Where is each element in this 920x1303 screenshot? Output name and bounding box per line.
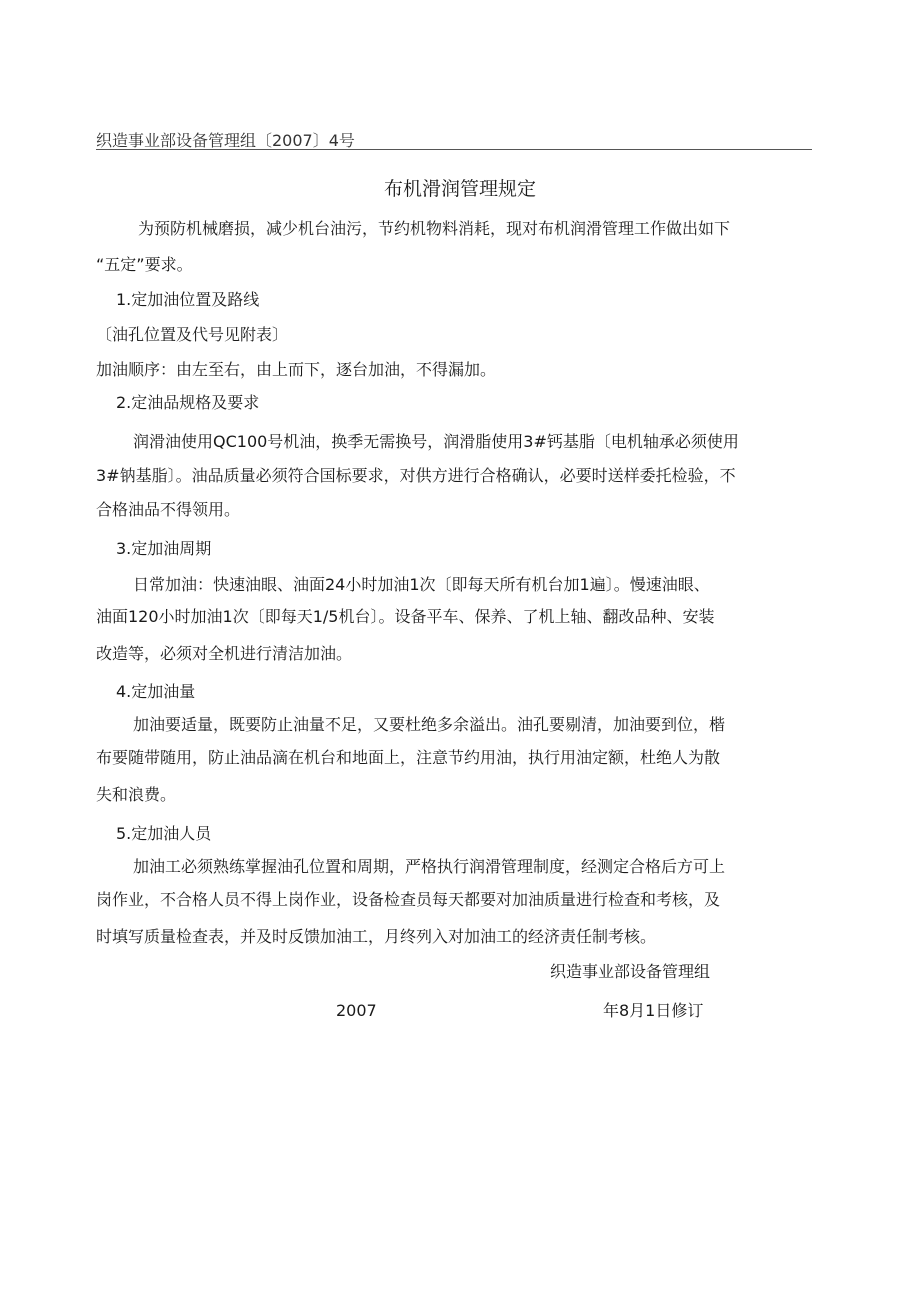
section-2-line-3: 合格油品不得领用。 — [96, 500, 241, 519]
signature-year: 2007 — [336, 1001, 377, 1020]
section-5-line-1: 加油工必须熟练掌握油孔位置和周期，严格执行润滑管理制度，经测定合格后方可上 — [133, 857, 726, 876]
section-4-heading: 4.定加油量 — [116, 682, 196, 701]
document-number: 织造事业部设备管理组〔2007〕4号 — [96, 131, 355, 150]
signature-date: 年8月1日修订 — [603, 1001, 704, 1020]
section-1-note: 〔油孔位置及代号见附表〕 — [96, 325, 289, 344]
document-title: 布机滑润管理规定 — [383, 178, 536, 200]
section-5-line-2: 岗作业，不合格人员不得上岗作业，设备检查员每天都要对加油质量进行检查和考核，及 — [96, 890, 721, 909]
intro-line-1: 为预防机械磨损，减少机台油污，节约机物料消耗，现对布机润滑管理工作做出如下 — [138, 219, 731, 238]
section-5-line-3: 时填写质量检查表，并及时反馈加油工，月终列入对加油工的经济责任制考核。 — [96, 927, 657, 946]
signature-org: 织造事业部设备管理组 — [550, 962, 711, 981]
section-4-line-3: 失和浪费。 — [96, 785, 177, 804]
intro-line-2: “五定”要求。 — [96, 255, 193, 274]
section-3-line-3: 改造等，必须对全机进行清洁加油。 — [96, 644, 353, 663]
section-4-line-1: 加油要适量，既要防止油量不足，又要杜绝多余溢出。油孔要剔清，加油要到位，楷 — [133, 715, 726, 734]
header-rule — [96, 149, 812, 150]
section-3-heading: 3.定加油周期 — [116, 539, 212, 558]
section-2-heading: 2.定油品规格及要求 — [116, 393, 260, 412]
section-3-line-1: 日常加油：快速油眼、油面24小时加油1次〔即每天所有机台加1遍〕。慢速油眼、 — [133, 575, 710, 594]
section-5-heading: 5.定加油人员 — [116, 824, 212, 843]
section-2-line-2: 3#钠基脂〕。油品质量必须符合国标要求，对供方进行合格确认，必要时送样委托检验，不 — [96, 466, 736, 485]
section-3-line-2: 油面120小时加油1次〔即每天1/5机台〕。设备平车、保养、了机上轴、翻改品种、安装 — [96, 607, 715, 626]
section-2-line-1: 润滑油使用QC100号机油，换季无需换号，润滑脂使用3#钙基脂〔电机轴承必须使用 — [133, 432, 739, 451]
section-1-heading: 1.定加油位置及路线 — [116, 290, 260, 309]
section-4-line-2: 布要随带随用，防止油品滴在机台和地面上，注意节约用油，执行用油定额，杜绝人为散 — [96, 748, 721, 767]
section-1-order: 加油顺序：由左至右，由上而下，逐台加油，不得漏加。 — [96, 360, 497, 379]
